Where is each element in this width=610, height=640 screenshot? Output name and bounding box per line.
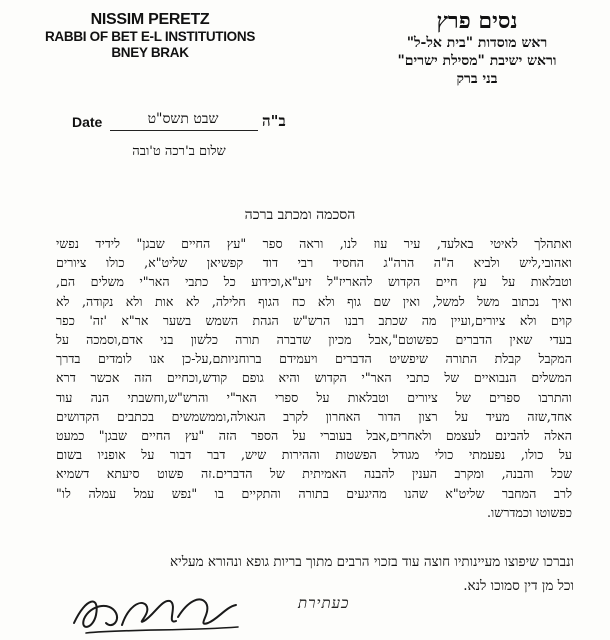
body-line: המשלים הנבואיים של כתבי האר"י הקדוש והיא גופם קודש,וכחיים הזה אכשר דרא — [56, 370, 572, 386]
body-line: ואתהלך לאיטי באלעד, עיר עוז לנו, וראה ספר "עץ החיים שבגן" לידיד נפשי — [56, 236, 572, 251]
body-line: קוים ולא ציורים,ועיין מה שכתב רבנו הרש"ש הגהת השמש בשער אר"א 'זה' כפר — [56, 312, 572, 328]
body-line: אחד,שזה מעיד על רצון הדור האחרון לקרב הגאולה,וממשמשים בכתבים הקדושים — [56, 408, 572, 424]
letter-body — [56, 234, 572, 522]
body-line: שכל והבנה, ומקרב הענין להבנה האמיתית של הדברים.זה פשוט סיעתא דשמיא — [56, 466, 572, 482]
english-rabbi-title: RABBI OF BET E-L INSTITUTIONS — [44, 29, 256, 44]
hebrew-city: בני ברק — [456, 71, 498, 87]
date-value: שבט תשס"ט — [147, 111, 219, 127]
body-line: האלה להבינם לעצמם ולאחרים,אבל בעוברי על הספר הזה "עץ החיים שבגן" כמעט — [56, 428, 572, 444]
hebrew-title-line-1: ראש מוסדות "בית אל-ל" — [406, 35, 548, 51]
signature-caption: כעתירת — [298, 594, 350, 612]
body-line: המקבל קבלת התורה שיפשיט הדברים ויעמידם ברוחניותם,על-כן אנו לומדים בדרך — [56, 351, 572, 367]
body-line: בעדי שאין הדברים כפשוטם",אבל מכיון שדברה תורה כלשון בני אדם,וסמכה על — [56, 332, 572, 348]
handwritten-signature — [66, 585, 246, 637]
body-line: והתרבו ספרים של ציורים וטבלאות על ספרי האר"י והרש"ש,וחשבתי הנה עוד — [56, 389, 572, 405]
english-city: BNEY BRAK — [111, 45, 189, 60]
body-line: כפשוטו וכמדרשו. — [487, 504, 572, 520]
body-line: על כולו, נפעמתי כולי מגודל הפשטות וההירות שיש, דבר דבור על אופניו בשום — [56, 447, 572, 463]
english-rabbi-name: NISSIM PERETZ — [90, 11, 210, 28]
closing-line: ונברכו שיפוצו מעיינותיו חוצה עוד בזכוי הרבים מתוך בריות גופא ונהורא מעליא — [170, 554, 574, 570]
english-letterhead — [30, 10, 270, 61]
bh-heading: ב"ה — [262, 112, 286, 130]
date-label: Date — [72, 114, 103, 130]
greeting-line: שלום ב'רכה ט'ובה — [132, 144, 226, 159]
body-line: וטבלאות על עץ חיים הקדוש להאריז"ל זיע"א,וכידוע כל כתבי האר"י משלים הם, — [56, 274, 572, 290]
body-line: ואהובי,ליש ולביא ה"ה הרה"ג החסיד רבי דוד קפשיאן שליט"א, כולו ציורים — [56, 255, 572, 271]
letter-title: הסכמה ומכתב ברכה — [244, 207, 356, 223]
hebrew-letterhead — [372, 8, 582, 88]
body-line: לרב המחבר שליט"א שהנו מהיגעים בתורה והתקיים בו "נפש עמל עמלה לו" — [56, 485, 572, 501]
hebrew-title-line-2: וראש ישיבת "מסילת ישרים" — [397, 53, 557, 69]
closing-line: וכל מן דין סמוכו לנא. — [463, 578, 574, 594]
date-underline — [110, 130, 258, 131]
body-line: ואיך נכתוב משל למשל, ואין שם גוף ולא כח הגוף חלילה, לא אות ולא נקודה, לא — [56, 293, 572, 309]
hebrew-rabbi-name: נסים פרץ — [436, 8, 518, 34]
